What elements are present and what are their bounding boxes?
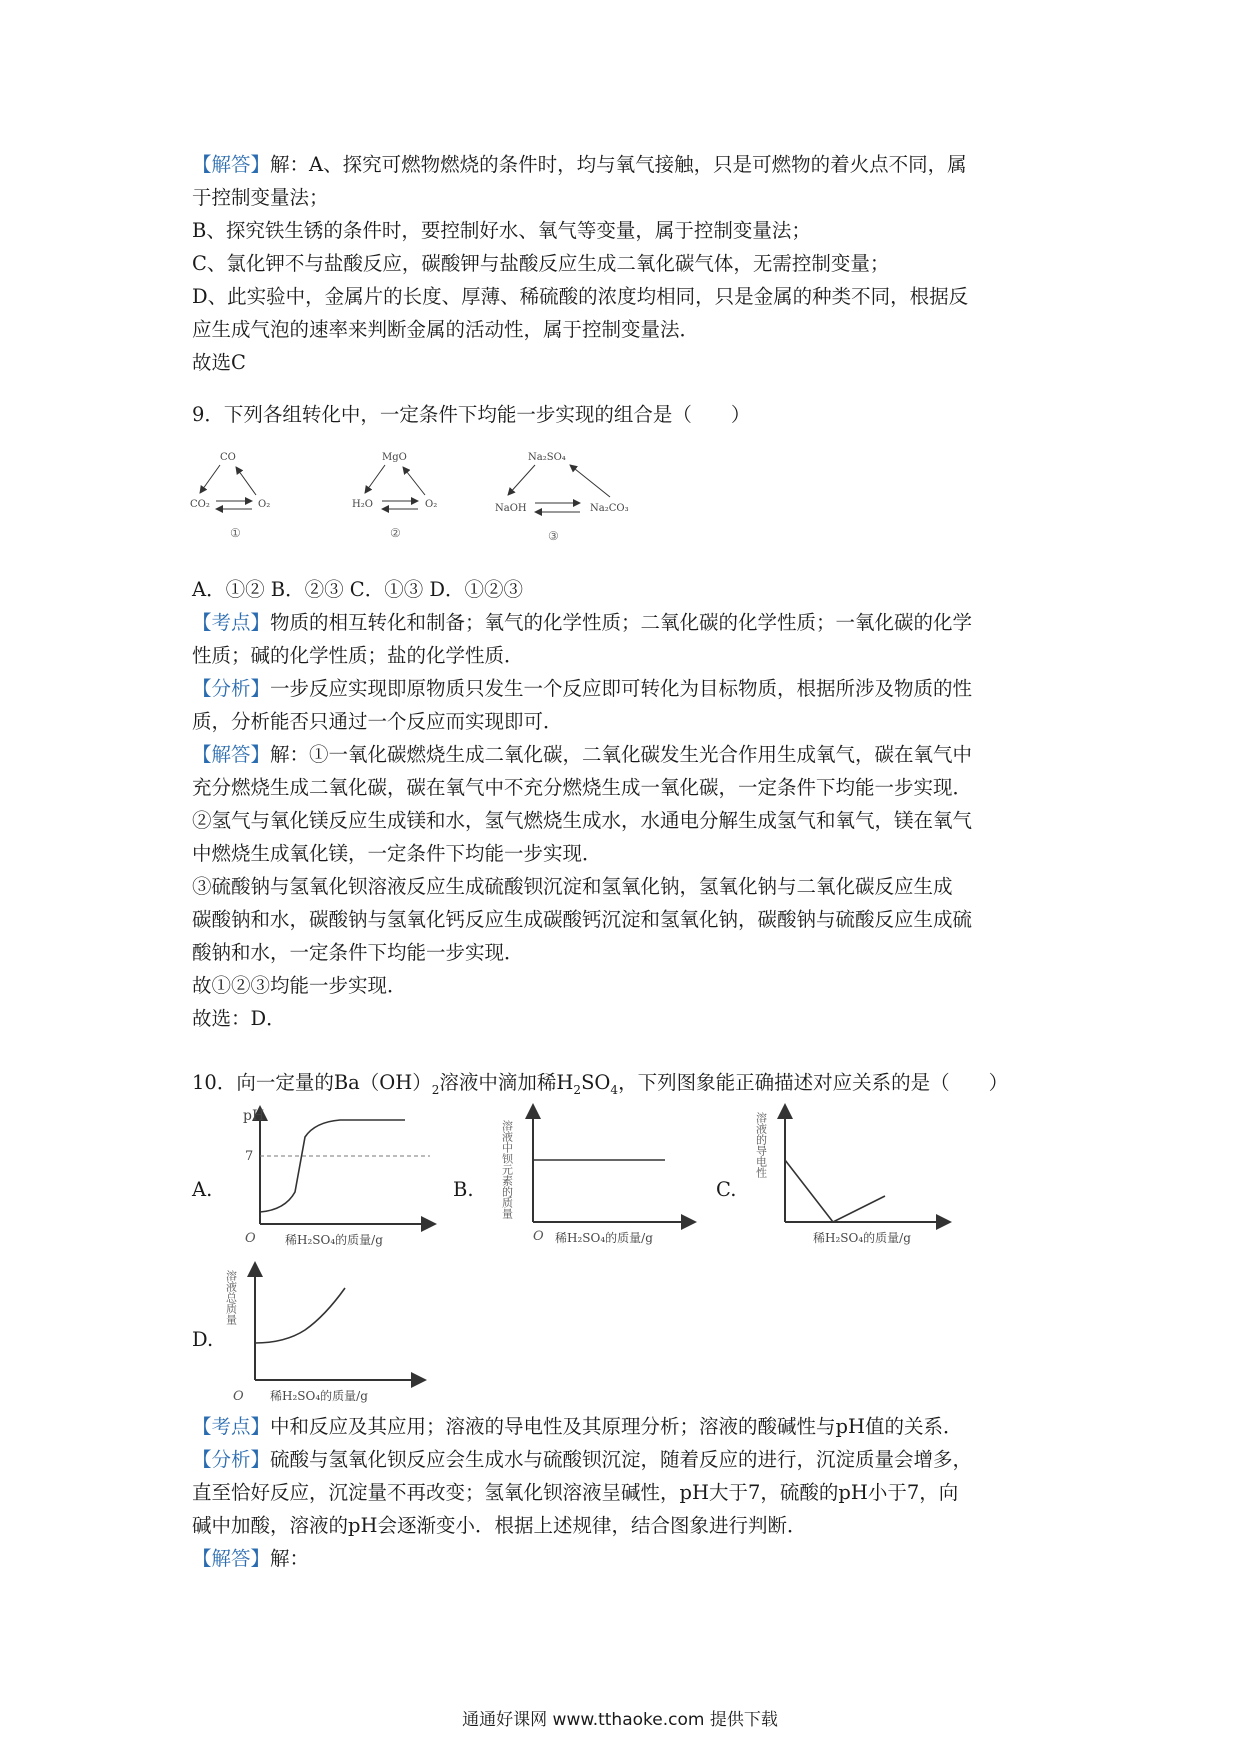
d3-label: ③ xyxy=(548,529,559,543)
q9-answer-line-4: 中燃烧生成氧化镁，一定条件下均能一步实现． xyxy=(192,842,602,865)
q8-answer-line-1: 【解答】解：A、探究可燃物燃烧的条件时，均与氧气接触，只是可燃物的着火点不同，属 xyxy=(192,153,967,176)
q8-answer-block xyxy=(192,148,1062,379)
d2-right: O₂ xyxy=(425,499,438,510)
graph-c-xlabel: 稀H₂SO₄的质量/g xyxy=(813,1231,911,1245)
graph-b-xlabel: 稀H₂SO₄的质量/g xyxy=(555,1231,653,1245)
graph-b-ylabel: 溶液中钡元素的质量 xyxy=(500,1120,514,1219)
q9-answer-line-6: 碳酸钠和水，碳酸钠与氢氧化钙反应生成碳酸钙沉淀和氢氧化钠，碳酸钠与硫酸反应生成硫 xyxy=(192,908,973,931)
option-d-label: D. xyxy=(192,1328,214,1351)
q10-explanation xyxy=(192,1410,1062,1575)
q9-answer-line-8: 故①②③均能一步实现． xyxy=(192,974,407,997)
q9-analysis-line-2: 质，分析能否只通过一个反应而实现即可． xyxy=(192,710,563,733)
svg-text:O: O xyxy=(533,1229,544,1244)
q8-answer-line-6: 应生成气泡的速率来判断金属的活动性，属于控制变量法． xyxy=(192,318,700,341)
page-footer: 通通好课网 www.tthaoke.com 提供下载 xyxy=(462,1710,778,1730)
q9-analysis-line-1: 【分析】一步反应实现即原物质只发生一个反应即可转化为目标物质，根据所涉及物质的性 xyxy=(192,677,973,700)
q9-explanation xyxy=(192,573,1062,1035)
q9-diagram-figure xyxy=(190,445,720,550)
graph-a-xlabel: 稀H₂SO₄的质量/g xyxy=(285,1233,383,1247)
q10-answer-line: 【解答】解： xyxy=(192,1547,310,1570)
q9-answer-line-5: ③硫酸钠与氢氧化钡溶液反应生成硫酸钡沉淀和氢氧化钠，氢氧化钠与二氧化碳反应生成 xyxy=(192,875,953,898)
q9-stem: 9．下列各组转化中，一定条件下均能一步实现的组合是（ ） xyxy=(192,403,751,426)
q8-choice: 故选C xyxy=(192,351,246,374)
d2-label: ② xyxy=(390,526,401,540)
diagram-1 xyxy=(190,452,270,540)
q10-analysis-line-1: 【分析】硫酸与氢氧化钡反应会生成水与硫酸钡沉淀，随着反应的进行，沉淀质量会增多， xyxy=(192,1448,973,1471)
graph-c-ylabel: 溶液的导电性 xyxy=(754,1112,768,1178)
d3-left: NaOH xyxy=(495,503,527,514)
option-a-label: A. xyxy=(192,1178,213,1201)
q10-stem: 10．向一定量的$Ba(OH)_2$溶液中滴加稀$H_2SO_4$，下列图象能正确描述对应关系的是（ ） xyxy=(192,1071,1009,1097)
option-c-label: C. xyxy=(716,1178,737,1201)
graph-a xyxy=(245,1102,445,1251)
d3-right: Na₂CO₃ xyxy=(590,503,629,514)
q9-diagrams xyxy=(190,445,720,550)
q9-choice: 故选：D． xyxy=(192,1007,286,1030)
graph-a-ylabel: pH xyxy=(243,1108,265,1124)
q9-answer-line-7: 酸钠和水，一定条件下均能一步实现． xyxy=(192,941,524,964)
graph-b xyxy=(500,1100,705,1249)
q8-answer-line-3: B、探究铁生锈的条件时，要控制好水、氧气等变量，属于控制变量法； xyxy=(192,219,811,242)
q8-answer-line-2: 于控制变量法； xyxy=(192,186,329,209)
d3-top: Na₂SO₄ xyxy=(528,452,566,463)
q10-point-line: 【考点】中和反应及其应用；溶液的导电性及其原理分析；溶液的酸碱性与pH值的关系． xyxy=(192,1415,963,1438)
d1-left: CO₂ xyxy=(190,499,210,510)
graph-c xyxy=(755,1100,955,1254)
graph-a-tick-7: 7 xyxy=(245,1149,254,1164)
q8-answer-line-4: C、氯化钾不与盐酸反应，碳酸钾与盐酸反应生成二氧化碳气体，无需控制变量； xyxy=(192,252,890,275)
d1-label: ① xyxy=(230,526,241,540)
graph-d xyxy=(225,1258,435,1412)
d2-top: MgO xyxy=(382,452,407,463)
diagram-2 xyxy=(352,452,437,540)
q9-answer-line-1: 【解答】解：①一氧化碳燃烧生成二氧化碳，二氧化碳发生光合作用生成氧气，碳在氧气中 xyxy=(192,743,973,766)
svg-text:O: O xyxy=(245,1231,256,1246)
q9-answer-line-2: 充分燃烧生成二氧化碳，碳在氧气中不充分燃烧生成一氧化碳，一定条件下均能一步实现． xyxy=(192,776,973,799)
d1-top: CO xyxy=(220,452,236,463)
q9-point-line-2: 性质；碱的化学性质；盐的化学性质． xyxy=(192,644,524,667)
q10-analysis-line-2: 直至恰好反应，沉淀量不再改变；氢氧化钡溶液呈碱性，pH大于7，硫酸的pH小于7，向 xyxy=(192,1481,959,1504)
q9-options: A．①② B．②③ C．①③ D．①②③ xyxy=(192,578,524,601)
d1-right: O₂ xyxy=(258,499,271,510)
graph-d-ylabel: 溶液总质量 xyxy=(224,1270,238,1325)
q8-answer-line-5: D、此实验中，金属片的长度、厚薄、稀硫酸的浓度均相同，只是金属的种类不同，根据反 xyxy=(192,285,969,308)
answer-tag: 【解答】 xyxy=(192,153,271,176)
q9-answer-line-3: ②氢气与氧化镁反应生成镁和水，氢气燃烧生成水，水通电分解生成氢气和氧气，镁在氧气 xyxy=(192,809,973,832)
svg-text:O: O xyxy=(233,1389,244,1404)
d2-left: H₂O xyxy=(352,499,373,510)
diagram-3 xyxy=(495,452,629,543)
option-b-label: B. xyxy=(453,1178,474,1201)
q10-analysis-line-3: 碱中加酸，溶液的pH会逐渐变小．根据上述规律，结合图象进行判断． xyxy=(192,1514,807,1537)
q9-point-line-1: 【考点】物质的相互转化和制备；氧气的化学性质；二氧化碳的化学性质；一氧化碳的化学 xyxy=(192,611,973,634)
graph-d-xlabel: 稀H₂SO₄的质量/g xyxy=(270,1389,368,1403)
